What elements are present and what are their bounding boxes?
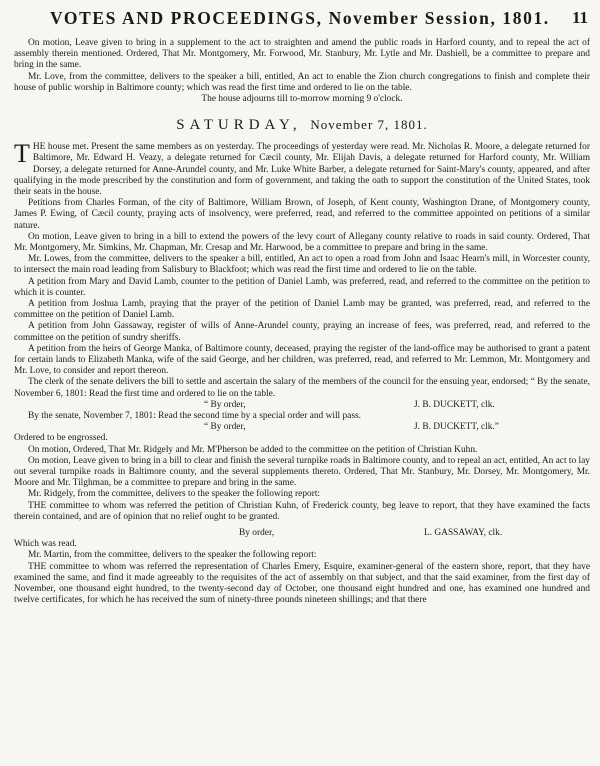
paragraph: Which was read. [14, 539, 77, 550]
day-name: SATURDAY, [176, 117, 302, 134]
report-paragraph: THE committee to whom was referred the petition of Christian Kuhn, of Frederick county, beg leave to report, that they have examined the facts therein contained, and are of opinion that no relief ought to be granted. [14, 500, 590, 522]
page-number: 11 [571, 8, 588, 27]
signature-line [14, 528, 590, 539]
paragraph: A petition from John Gassaway, register of wills of Anne-Arundel county, praying an increase of fees, was preferred, read, and referred to the committee on the petition of sundry sheriffs. [14, 321, 590, 343]
paragraph: On motion, Leave given to bring in a supplement to the act to straighten and amend the public roads in Harford county, and to repeal the act of assembly therein mentioned. Ordered, That Mr. Montgomery, Mr. Forwood, Mr. Stanbury, Mr. Lytle and Mr. Dashiell, be a committee to prepare and bring in the same. [14, 38, 590, 71]
report-paragraph: THE committee to whom was referred the representation of Charles Emery, Esquire, examiner-general of the eastern shore, report, that they have examined the same, and find it made agreeably to the requisites of the act of assembly on that subject, and that the said examiner, from the first day of November, one thousand eight hundred, to the twenty-second day of October, one thousand eight hundred and one, has examined one hundred and twelve certificates, for which he has received the sum of ninety-three pounds nineteen shillings; and that there [14, 561, 590, 606]
paragraph: Ordered to be engrossed. [14, 433, 108, 444]
paragraph: Petitions from Charles Forman, of the city of Baltimore, William Brown, of Joseph, of Kent county, Washington Drane, of Montgomery county, James P. Ewing, of Cæcil county, praying acts of insolvency, were preferred, read, and referred to the committee appointed on petitions of a similar nature. [14, 198, 590, 231]
paragraph: On motion, Leave given to bring in a bill to clear and finish the several turnpike roads in Baltimore county, and to repeal an act, entitled, An act to lay out several turnpike roads in Baltimore county, and the several supplements thereto. Ordered, That Mr. Stanbury, Mr. Dorsey, Mr. Montgomery, Mr. Moore and Mr. Tilghman, be a committee to prepare and bring in the same. [14, 455, 590, 489]
opening-paragraph [14, 139, 590, 198]
paragraph: Mr. Ridgely, from the committee, delivers to the speaker the following report: [28, 489, 321, 500]
signature-line [14, 422, 590, 433]
paragraph: A petition from Joshua Lamb, praying that the prayer of the petition of Daniel Lamb may be granted, was preferred, read, and referred to the committee on the petition of Daniel Lamb. [14, 299, 590, 321]
paragraph: The clerk of the senate delivers the bill to settle and ascertain the salary of the members of the council for the ensuing year, endorsed; “ By the senate, November 6, 1801: Read the first time and ordered to lie on the table. [14, 377, 590, 399]
signature-order: “ By order, [204, 399, 246, 410]
paragraph: A petition from Mary and David Lamb, counter to the petition of Daniel Lamb, was preferred, read, and referred to the committee on the petition to which it is counter. [14, 276, 590, 298]
paragraph: On motion, Ordered, That Mr. Ridgely and Mr. M'Pherson be added to the committee on the petition of Christian Kuhn. [28, 444, 478, 455]
signature-name: J. B. DUCKETT, clk.” [414, 422, 499, 433]
signature-line [14, 400, 590, 411]
paragraph: A petition from the heirs of George Manka, of Baltimore county, deceased, praying the register of the land-office may be authorised to grant a patent for certain lands to Elizabeth Manka, wife of the said George, and her children, was preferred, read, and referred to Mr. Lemmon, Mr. Montgomery and Mr. Love, to consider and report thereon. [14, 343, 590, 377]
paragraph: On motion, Leave given to bring in a bill to extend the powers of the levy court of Allegany county relative to roads in said county. Ordered, That Mr. Montgomery, Mr. Simkins, Mr. Chapman, Mr. Cresap and Mr. Harwood, be a committee to prepare and bring in the same. [14, 231, 590, 254]
signature-name: L. GASSAWAY, clk. [424, 528, 503, 539]
drop-cap: T [14, 139, 30, 169]
signature-order: “ By order, [204, 422, 246, 433]
paragraph: Mr. Lowes, from the committee, delivers to the speaker a bill, entitled, An act to open a road from John and Isaac Hearn's mill, in Worcester county, to intersect the main road leading from Salisbury to Blackfoot; which was read the first time and ordered to lie on the table. [14, 254, 590, 276]
paragraph: Mr. Love, from the committee, delivers to the speaker a bill, entitled, An act to enable the Zion church congregations to finish and complete their house of public worship in Baltimore county; which was read the first time and ordered to lie on the table. [14, 71, 590, 93]
paragraph: By the senate, November 7, 1801: Read the second time by a special order and will pass. [28, 411, 361, 422]
page-header [0, 6, 600, 36]
adjournment-line: The house adjourns till to-morrow morning 9 o'clock. [201, 94, 403, 105]
opening-paragraph-text: HE house met. Present the same members as on yesterday. The proceedings of yesterday were read. Mr. Nicholas R. Moore, a delegate returned for Baltimore, Mr. Edward H. Veazy, a delegate returned for Cæcil county, Mr. Elijah Davis, a delegate returned for Harford county, Mr. William Dorsey, a delegate returned for Anne-Arundel county, and Mr. Luke White Barber, a delegate returned for Saint-Mary's county, appeared, and after qualifying in the mode prescribed by the constitution and form of government, and taking the oath to support the constitution of the United States, took their seats in the house. [14, 142, 590, 198]
signature-order: By order, [239, 528, 275, 539]
running-title: VOTES AND PROCEEDINGS, November Session, 1801. [50, 8, 550, 28]
paragraph: Mr. Martin, from the committee, delivers to the speaker the following report: [28, 550, 317, 561]
signature-name: J. B. DUCKETT, clk. [414, 399, 495, 410]
day-date: November 7, 1801. [310, 117, 428, 133]
page-body [14, 38, 590, 607]
day-heading [14, 116, 590, 134]
